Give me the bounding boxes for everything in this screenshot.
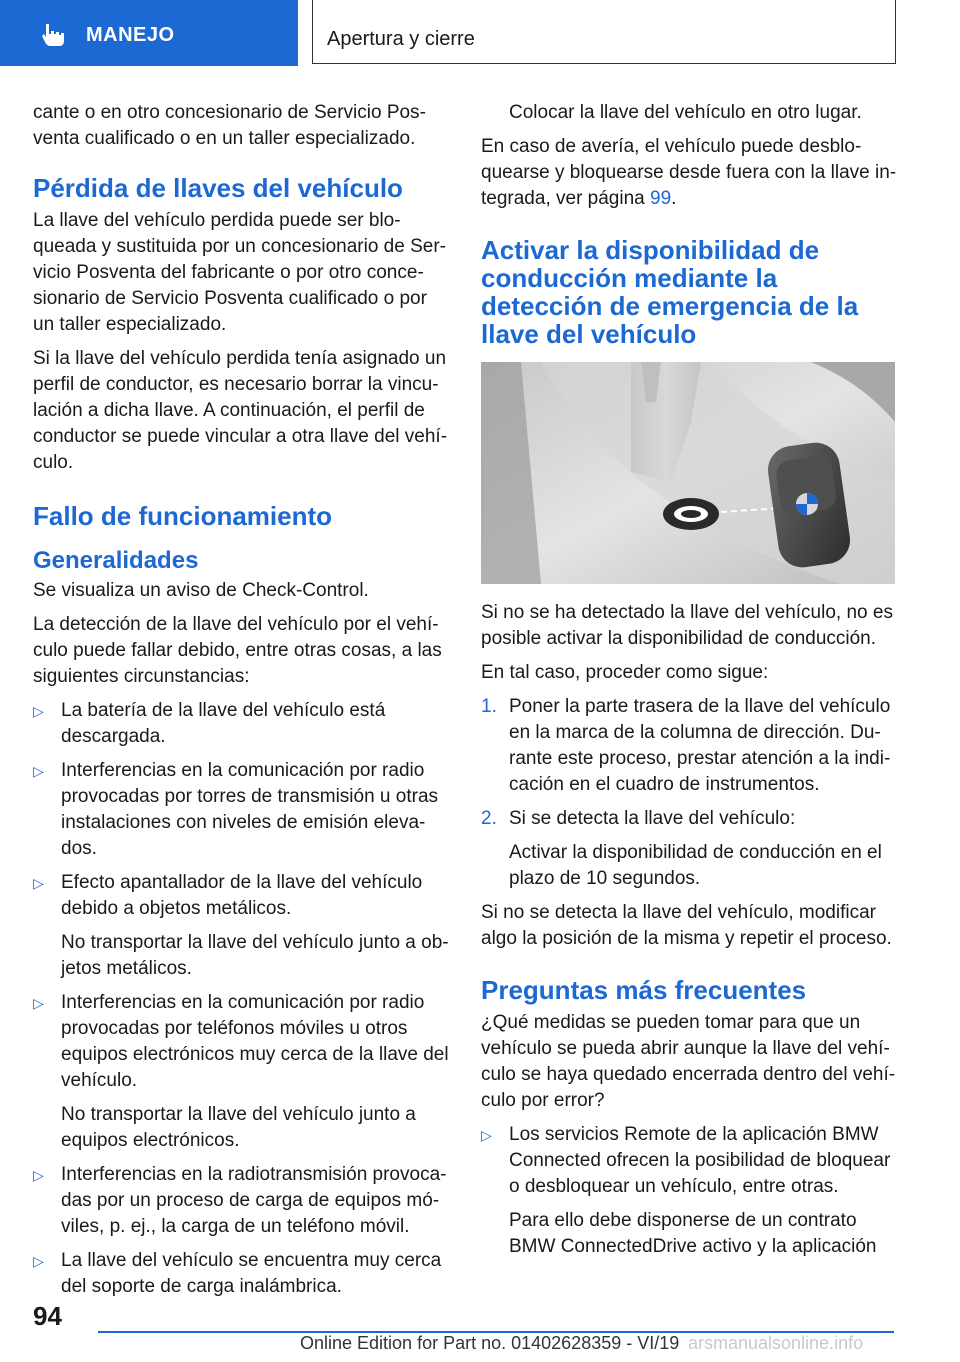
right-column xyxy=(481,100,897,1268)
list-item-note: No transportar la llave del vehículo junto a equipos electrónicos. xyxy=(61,1104,416,1151)
list-item: ▷ La batería de la llave del vehículo está descargada. xyxy=(33,700,386,747)
step-number: 1. xyxy=(481,696,497,717)
step-number: 2. xyxy=(481,808,497,829)
list-item: 2. Si se detecta la llave del vehículo: Activar la disponibilidad de conducción en el plazo de 10 segundos. xyxy=(481,806,897,892)
triangle-bullet-icon: ▷ xyxy=(33,1253,44,1269)
watermark-text: arsmanualsonline.info xyxy=(688,1333,864,1353)
heading-malfunction: Fallo de funcionamiento xyxy=(33,501,333,531)
section-tab[interactable] xyxy=(0,0,298,66)
general-paragraph-1: Se visualiza un aviso de Check-Control. xyxy=(33,580,369,601)
chapter-title-box xyxy=(312,0,896,64)
page-link[interactable]: 99 xyxy=(650,188,672,209)
breakdown-paragraph: En caso de avería, el vehículo puede desbloquearse y bloquearse desde fuera con la llave integrada, ver página 99. xyxy=(481,136,897,209)
list-item: ▷ La llave del vehículo se encuentra muy cerca del soporte de carga inalámbrica. xyxy=(33,1250,442,1297)
continued-line: Colocar la llave del vehículo en otro lugar. xyxy=(509,102,862,123)
triangle-bullet-icon: ▷ xyxy=(481,1127,492,1143)
key-photo-illustration xyxy=(481,362,895,584)
list-item: ▷ Interferencias en la radiotransmisión provocadas por un proceso de carga de equipos móviles, p. ej., la carga de un teléfono móvil. xyxy=(33,1164,447,1237)
list-item-note: No transportar la llave del vehículo junto a objetos metálicos. xyxy=(61,932,449,979)
proceed-paragraph: En tal caso, proceder como sigue: xyxy=(481,662,769,683)
list-item: ▷ Efecto apantallador de la llave del vehículo debido a objetos metálicos. No transportar la llave del vehículo junto a objetos metálicos. xyxy=(33,870,449,982)
faq-list xyxy=(481,1122,897,1260)
list-item: ▷ Los servicios Remote de la aplicación BMW Connected ofrecen la posibilidad de bloquear o desbloquear un vehículo, entre otras. Para ello debe disponerse de un contrato BMW ConnectedDrive activo y la aplicación xyxy=(481,1122,897,1260)
page-number: 94 xyxy=(33,1301,62,1331)
triangle-bullet-icon: ▷ xyxy=(33,875,44,891)
chapter-title: Apertura y cierre xyxy=(327,28,475,50)
modify-paragraph: Si no se detecta la llave del vehículo, modificar algo la posición de la misma y repetir el proceso. xyxy=(481,902,892,949)
intro-paragraph: cante o en otro concesionario de Servicio Posventa cualificado o en un taller especializado. xyxy=(33,102,426,149)
step-note: Activar la disponibilidad de conducción en el plazo de 10 segundos. xyxy=(509,842,882,889)
list-item: 1. Poner la parte trasera de la llave del vehículo en la marca de la columna de dirección. Durante este proceso, prestar atención a la indicación en el cuadro de instrumentos. xyxy=(481,696,891,795)
lost-paragraph-2: Si la llave del vehículo perdida tenía asignado un perfil de conductor, es necesario borrar la vinculación a dicha llave. A continuación, el perfil de conductor se puede vincular a otra llave del vehículo. xyxy=(33,348,448,473)
section-label: MANEJO xyxy=(86,24,175,46)
heading-activate: Activar la disponibilidad de conducción mediante la detección de emergencia de la llave del vehículo xyxy=(481,235,859,349)
triangle-bullet-icon: ▷ xyxy=(33,703,44,719)
triangle-bullet-icon: ▷ xyxy=(33,1167,44,1183)
lost-paragraph-1: La llave del vehículo perdida puede ser bloqueada y sustituida por un concesionario de Servicio Posventa del fabricante o por otro concesionario de Servicio Posventa cualificado o por un taller especializado. xyxy=(33,210,446,335)
list-item: ▷ Interferencias en la comunicación por radio provocadas por torres de transmisión u otras instalaciones con niveles de emisión elevados. xyxy=(33,760,439,859)
triangle-bullet-icon: ▷ xyxy=(33,763,44,779)
list-item: ▷ Interferencias en la comunicación por radio provocadas por teléfonos móviles u otros equipos electrónicos muy cerca de la llave del vehículo. No transportar la llave del vehículo junto a equipos electrónicos. xyxy=(33,990,449,1154)
edition-text: Online Edition for Part no. 01402628359 - VI/19 xyxy=(300,1333,680,1353)
hand-pointer-icon xyxy=(40,22,66,48)
faq-question: ¿Qué medidas se pueden tomar para que un vehículo se pueda abrir aunque la llave del vehículo se haya quedado encerrada dentro del vehículo por error? xyxy=(481,1012,896,1111)
not-detected-paragraph: Si no se ha detectado la llave del vehículo, no es posible activar la disponibilidad de conducción. xyxy=(481,602,893,649)
list-item-note: Para ello debe disponerse de un contrato BMW ConnectedDrive activo y la aplicación xyxy=(509,1210,877,1257)
steering-column-key-photo xyxy=(481,362,895,584)
heading-general: Generalidades xyxy=(33,547,199,574)
general-paragraph-2: La detección de la llave del vehículo por el vehículo puede fallar debido, entre otras cosas, a las siguientes circunstancias: xyxy=(33,614,442,687)
steps-list xyxy=(481,694,897,892)
heading-lost-keys: Pérdida de llaves del vehículo xyxy=(33,173,403,203)
left-column xyxy=(33,100,449,1308)
triangle-bullet-icon: ▷ xyxy=(33,995,44,1011)
heading-faq: Preguntas más frecuentes xyxy=(481,975,807,1005)
circumstances-list xyxy=(33,698,449,1300)
